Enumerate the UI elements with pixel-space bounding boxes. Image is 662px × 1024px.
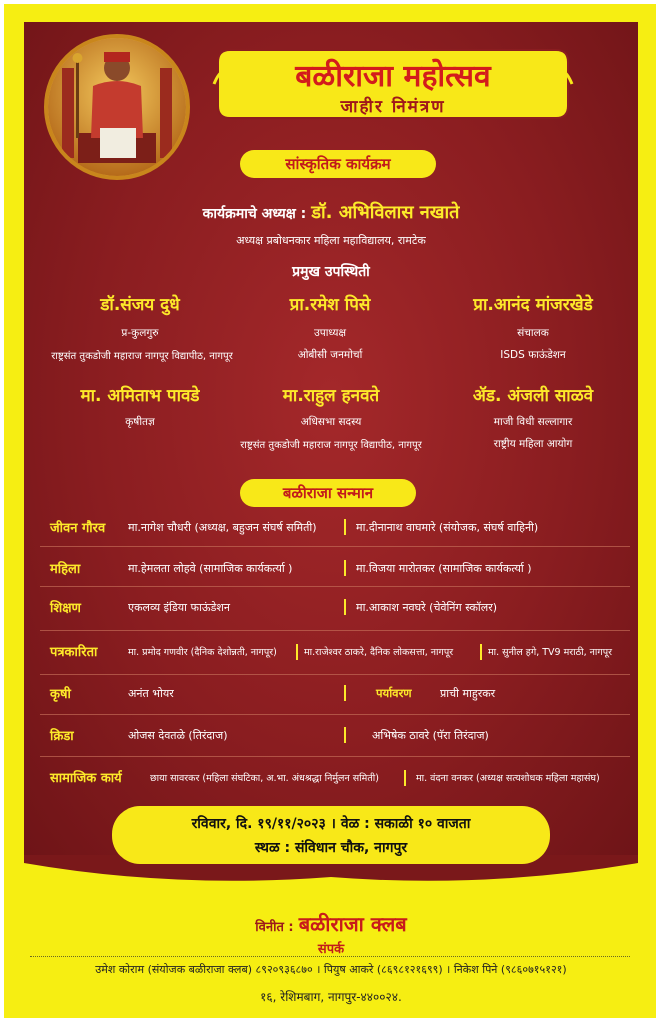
contact-numbers: उमेश कोराम (संयोजक बळीराजा क्लब) ८९२०९३६८७० । पियुष आकरे (८६९८१२१६९९) । निकेश पिने (९८६०७१५१२१) (95, 963, 567, 976)
honoree: प्राची माहुरकर (440, 687, 496, 700)
festival-subtitle: जाहीर निमंत्रण (340, 97, 446, 117)
guest-role: कृषीतज्ञ (125, 416, 155, 428)
guest-role: प्र-कुलगुरु (121, 327, 159, 339)
event-datetime: रविवार, दि. १९/११/२०२३ । वेळ : सकाळी १० वाजता (191, 816, 471, 832)
president-name: डॉ. अभिविलास नखाते (311, 202, 460, 223)
event-venue: स्थळ : संविधान चौक, नागपुर (254, 840, 408, 856)
honoree: मा. सुनील हगे, TV9 मराठी, नागपूर (488, 647, 613, 658)
guest-name: ॲड. अंजली साळवे (472, 386, 594, 406)
honor-label: जीवन गौरव (50, 521, 106, 536)
guest-role: संचालक (517, 327, 549, 339)
honoree: ओजस देवतळे (तिरंदाज) (128, 729, 228, 742)
honoree: मा.राजेश्वर ठाकरे, दैनिक लोकसत्ता, नागपूर (304, 647, 454, 658)
guest-role: माजी विधी सल्लागार (493, 416, 573, 428)
guest-role: अधिसभा सदस्य (300, 416, 362, 428)
row-divider (40, 674, 630, 675)
guest-name: मा.राहुल हनवते (282, 386, 380, 406)
separator (404, 770, 406, 786)
separator (344, 727, 346, 743)
president-line (24, 200, 638, 224)
honors-heading: बळीराजा सन्मान (240, 479, 416, 507)
row-divider (40, 586, 630, 587)
honor-label: पर्यावरण (376, 686, 412, 700)
honoree: एकलव्य इंडिया फाऊंडेशन (128, 601, 230, 614)
honor-label: कृषी (50, 687, 71, 702)
separator (344, 685, 346, 701)
by-label: विनीत : (255, 920, 294, 935)
honor-label: सामाजिक कार्य (50, 771, 122, 786)
by-line (24, 910, 638, 937)
baliraja-portrait (44, 34, 190, 180)
contact-heading: संपर्क (317, 942, 345, 957)
separator (480, 644, 482, 660)
guest-name: डॉ.संजय दुधे (100, 295, 180, 315)
president-label: कार्यक्रमाचे अध्यक्ष : (202, 206, 307, 222)
club-name: बळीराजा क्लब (298, 912, 407, 936)
honor-label: महिला (50, 562, 81, 577)
honoree: मा.विजया मारोतकर (सामाजिक कार्यकर्त्या ) (356, 562, 532, 575)
guest-org: ISDS फाऊंडेशन (500, 349, 566, 361)
honoree: अनंत भोयर (128, 687, 174, 700)
guests-heading: प्रमुख उपस्थिती (292, 264, 370, 280)
honoree: मा. प्रमोद गणवीर (दैनिक देशोन्नती, नागपूर) (128, 647, 277, 658)
event-box (112, 806, 550, 864)
guest-name: मा. अमिताभ पावडे (80, 386, 200, 406)
festival-title: बळीराजा महोत्सव (295, 59, 491, 94)
row-divider (40, 546, 630, 547)
honor-label: शिक्षण (50, 601, 81, 616)
cultural-heading: सांस्कृतिक कार्यक्रम (240, 150, 436, 178)
row-divider (40, 714, 630, 715)
honoree: छाया सावरकर (महिला संघटिका, अ.भा. अंधश्रद्धा निर्मुलन समिती) (150, 773, 379, 784)
guest-name: प्रा.आनंद मांजरखेडे (473, 295, 593, 315)
title-banner (212, 44, 574, 124)
honor-label: क्रिडा (50, 729, 74, 744)
honor-label: पत्रकारिता (50, 645, 98, 660)
honoree: मा.हेमलता लोहवे (सामाजिक कार्यकर्त्या ) (128, 562, 293, 575)
president-desc: अध्यक्ष प्रबोधनकार महिला महाविद्यालय, रामटेक (236, 234, 426, 247)
contact-divider (30, 956, 630, 957)
guest-org: ओबीसी जनमोर्चा (297, 349, 363, 361)
separator (344, 560, 346, 576)
honoree: मा.आकाश नवघरे (चेवेनिंग स्कॉलर) (356, 601, 498, 614)
row-divider (40, 756, 630, 757)
row-divider (40, 630, 630, 631)
guest-org: राष्ट्रसंत तुकडोजी महाराज नागपूर विद्यापीठ, नागपूर (240, 440, 422, 451)
guest-role: उपाध्यक्ष (313, 327, 346, 339)
guest-org: राष्ट्रसंत तुकडोजी महाराज नागपूर विद्यापीठ, नागपूर (51, 351, 233, 362)
honoree: अभिषेक ठावरे (पॅरा तिरंदाज) (372, 729, 489, 742)
separator (344, 599, 346, 615)
club-address: १६, रेशिमबाग, नागपुर-४४००२४. (260, 990, 402, 1004)
honoree: मा. वंदना वनकर (अध्यक्ष सत्यशोधक महिला महासंघ) (416, 773, 600, 784)
separator (344, 519, 346, 535)
guest-org: राष्ट्रीय महिला आयोग (493, 438, 573, 450)
honoree: मा.नागेश चौधरी (अध्यक्ष, बहुजन संघर्ष समिती) (128, 521, 317, 534)
honoree: मा.दीनानाथ वाघमारे (संयोजक, संघर्ष वाहिनी) (356, 521, 539, 534)
guest-name: प्रा.रमेश पिसे (289, 295, 371, 315)
separator (296, 644, 298, 660)
